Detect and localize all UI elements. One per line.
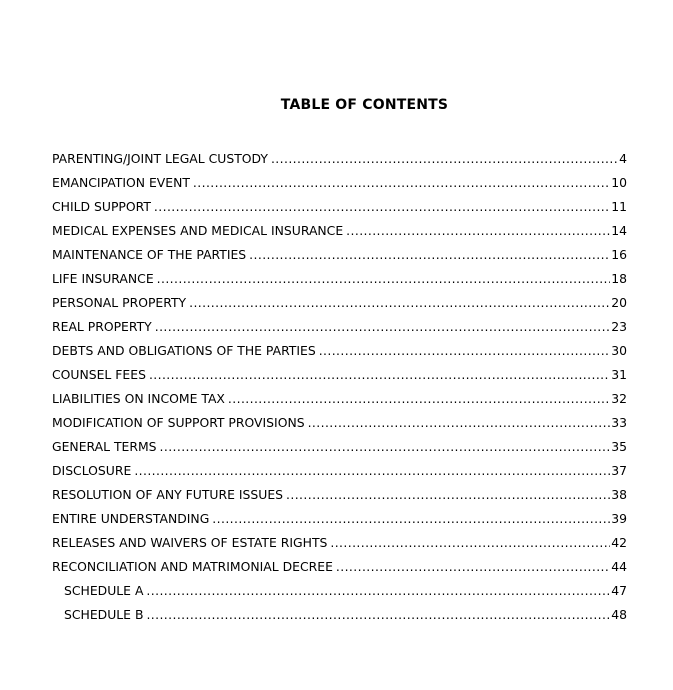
toc-entry: [52, 150, 627, 174]
dot-leader: [286, 486, 610, 504]
toc-entry-page: 48: [611, 607, 627, 622]
toc-entry: [52, 510, 627, 534]
toc-entry-page: 16: [611, 247, 627, 262]
toc-entry-label: CHILD SUPPORT: [52, 199, 151, 214]
toc-entry: [52, 174, 627, 198]
toc-entry: [52, 246, 627, 270]
page-title: TABLE OF CONTENTS: [280, 97, 449, 113]
toc-entry-page: 33: [611, 415, 627, 430]
toc-entry: [52, 294, 627, 318]
toc-entry-page: 11: [611, 199, 627, 214]
toc-entry-label: PERSONAL PROPERTY: [52, 295, 187, 310]
dot-leader: [319, 342, 611, 360]
dot-leader: [271, 150, 618, 168]
dot-leader: [146, 606, 610, 624]
toc-entry: [52, 366, 627, 390]
dot-leader: [189, 294, 610, 312]
toc-entry: [52, 414, 627, 438]
toc-entry-page: 18: [611, 271, 627, 286]
toc-entry-label: GENERAL TERMS: [52, 439, 157, 454]
toc-entry: [52, 270, 627, 294]
toc-entry-page: 20: [611, 295, 627, 310]
toc-entry-label: SCHEDULE B: [64, 607, 144, 622]
toc-entry-page: 37: [611, 463, 627, 478]
toc-entry-page: 4: [619, 151, 627, 166]
toc-entry-page: 47: [611, 583, 627, 598]
toc-entry-label: RECONCILIATION AND MATRIMONIAL DECREE: [52, 559, 333, 574]
toc-entry-page: 10: [611, 175, 627, 190]
toc-entry-label: EMANCIPATION EVENT: [52, 175, 190, 190]
toc-entry-label: ENTIRE UNDERSTANDING: [52, 511, 210, 526]
toc-entry-label: RELEASES AND WAIVERS OF ESTATE RIGHTS: [52, 535, 328, 550]
toc-entry-label: LIFE INSURANCE: [52, 271, 154, 286]
toc-entry-page: 39: [611, 511, 627, 526]
dot-leader: [146, 582, 610, 600]
toc-entry: [52, 462, 627, 486]
toc-entry-page: 44: [611, 559, 627, 574]
toc-entry-page: 42: [611, 535, 627, 550]
dot-leader: [212, 510, 610, 528]
dot-leader: [336, 558, 610, 576]
toc-entry-label: REAL PROPERTY: [52, 319, 152, 334]
dot-leader: [149, 366, 610, 384]
toc-entry: [52, 198, 627, 222]
toc-entry: [52, 318, 627, 342]
toc-entry-page: 32: [611, 391, 627, 406]
toc-entry-label: COUNSEL FEES: [52, 367, 146, 382]
dot-leader: [308, 414, 611, 432]
dot-leader: [157, 270, 611, 288]
toc-entry-label: MODIFICATION OF SUPPORT PROVISIONS: [52, 415, 305, 430]
toc-entry: [52, 438, 627, 462]
toc-subentry: [52, 606, 627, 630]
toc-entry-label: MAINTENANCE OF THE PARTIES: [52, 247, 247, 262]
dot-leader: [155, 318, 610, 336]
dot-leader: [330, 534, 610, 552]
toc-entry: [52, 222, 627, 246]
dot-leader: [134, 462, 610, 480]
toc-entry-page: 23: [611, 319, 627, 334]
toc-entry-page: 35: [611, 439, 627, 454]
toc-entry: [52, 390, 627, 414]
toc-entry: [52, 486, 627, 510]
dot-leader: [249, 246, 610, 264]
toc-entry-label: SCHEDULE A: [64, 583, 144, 598]
dot-leader: [193, 174, 610, 192]
dot-leader: [160, 438, 611, 456]
dot-leader: [228, 390, 610, 408]
toc-entry-label: MEDICAL EXPENSES AND MEDICAL INSURANCE: [52, 223, 344, 238]
toc-subentry: [52, 582, 627, 606]
toc-entry: [52, 534, 627, 558]
toc-entry-page: 14: [611, 223, 627, 238]
dot-leader: [154, 198, 610, 216]
toc-entry-page: 31: [611, 367, 627, 382]
dot-leader: [346, 222, 610, 240]
toc-entry-page: 38: [611, 487, 627, 502]
toc-entry: [52, 342, 627, 366]
toc-entry-page: 30: [611, 343, 627, 358]
toc-entry-label: LIABILITIES ON INCOME TAX: [52, 391, 225, 406]
toc-entry: [52, 558, 627, 582]
toc-entry-label: PARENTING/JOINT LEGAL CUSTODY: [52, 151, 268, 166]
toc-entry-label: RESOLUTION OF ANY FUTURE ISSUES: [52, 487, 284, 502]
toc-list: [52, 150, 627, 630]
toc-entry-label: DISCLOSURE: [52, 463, 132, 478]
toc-entry-label: DEBTS AND OBLIGATIONS OF THE PARTIES: [52, 343, 316, 358]
